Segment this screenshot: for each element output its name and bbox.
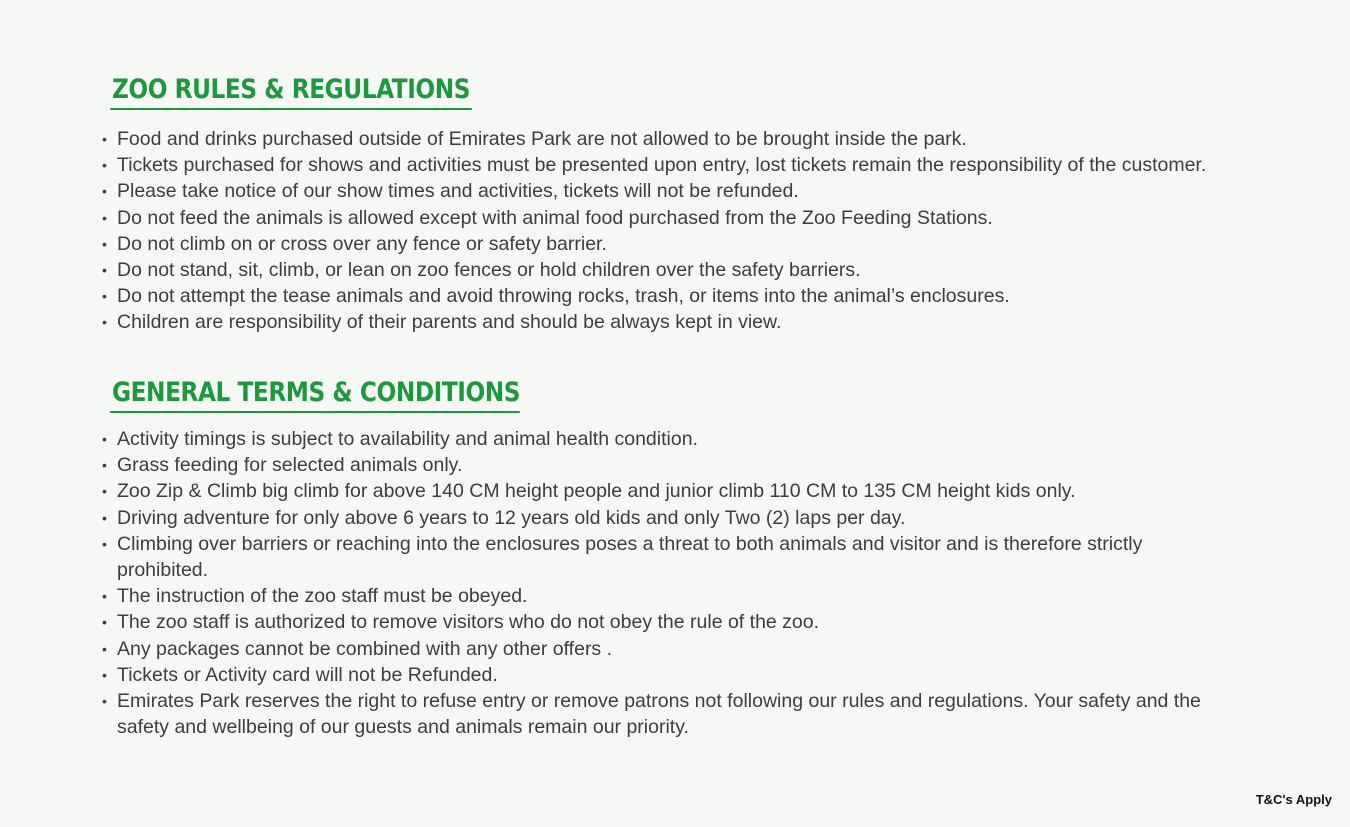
list-item: • The zoo staff is authorized to remove visitors who do not obey the rule of the zoo.: [102, 609, 1222, 635]
general-terms-heading-underline: [110, 411, 520, 413]
general-terms-heading: GENERAL TERMS & CONDITIONS: [112, 377, 521, 408]
tc-apply-note: T&C's Apply: [1255, 792, 1332, 807]
list-item: • The instruction of the zoo staff must be obeyed.: [102, 583, 1222, 609]
list-item: • Driving adventure for only above 6 years to 12 years old kids and only Two (2) laps per day.: [102, 505, 1222, 531]
list-item: • Zoo Zip & Climb big climb for above 140 CM height people and junior climb 110 CM to 135 CM height kids only.: [102, 478, 1222, 504]
list-item: • Do not attempt the tease animals and avoid throwing rocks, trash, or items into the animal’s enclosures.: [102, 283, 1262, 309]
general-terms-list: [102, 426, 1222, 740]
list-item: • Climbing over barriers or reaching into the enclosures poses a threat to both animals and visitor and is therefore strictly prohibited.: [102, 531, 1222, 583]
list-item: • Do not feed the animals is allowed except with animal food purchased from the Zoo Feeding Stations.: [102, 205, 1262, 231]
list-item: • Please take notice of our show times and activities, tickets will not be refunded.: [102, 178, 1262, 204]
list-item: • Activity timings is subject to availability and animal health condition.: [102, 426, 1222, 452]
list-item: • Any packages cannot be combined with any other offers .: [102, 636, 1222, 662]
list-item: • Grass feeding for selected animals only.: [102, 452, 1222, 478]
list-item: • Food and drinks purchased outside of Emirates Park are not allowed to be brought inside the park.: [102, 126, 1262, 152]
list-item: • Tickets or Activity card will not be Refunded.: [102, 662, 1222, 688]
zoo-rules-heading: ZOO RULES & REGULATIONS: [112, 74, 471, 105]
list-item: • Do not climb on or cross over any fence or safety barrier.: [102, 231, 1262, 257]
list-item: • Emirates Park reserves the right to refuse entry or remove patrons not following our rules and regulations. Your safety and the safety and wellbeing of our guests and animals remain our priority.: [102, 688, 1222, 740]
list-item: • Do not stand, sit, climb, or lean on zoo fences or hold children over the safety barriers.: [102, 257, 1262, 283]
list-item: • Tickets purchased for shows and activities must be presented upon entry, lost tickets remain the responsibility of the customer.: [102, 152, 1262, 178]
list-item: • Children are responsibility of their parents and should be always kept in view.: [102, 309, 1262, 335]
zoo-rules-list: [102, 126, 1262, 336]
zoo-rules-heading-underline: [110, 108, 472, 110]
